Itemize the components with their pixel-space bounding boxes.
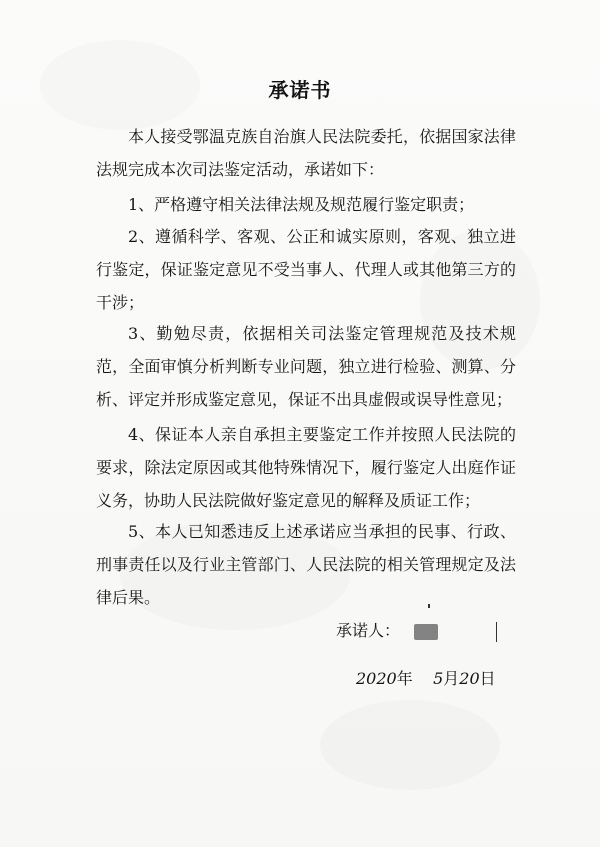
commitment-item: 1、严格遵守相关法律法规及规范履行鉴定职责； <box>128 195 475 214</box>
signatory-label: 承诺人： <box>336 621 401 640</box>
commitment-item: 3、勤勉尽责，依据相关司法鉴定管理规范及技术规范，全面审慎分析判断专业问题，独立进行检验、测算、分析、评定并形成鉴定意见，保证不出具虚假或误导性意见； <box>96 324 516 409</box>
date-year-suffix: 年 <box>396 669 413 688</box>
signature-mark <box>496 622 497 642</box>
date-year: 2020 <box>356 669 397 688</box>
commitment-item: 5、本人已知悉违反上述承诺应当承担的民事、行政、刑事责任以及行业主管部门、人民法院的相关管理规定及法律后果。 <box>96 522 516 607</box>
date-month-suffix: 月 <box>443 669 460 688</box>
intro-paragraph: 本人接受鄂温克族自治旗人民法院委托，依据国家法律法规完成本次司法鉴定活动，承诺如下： <box>96 127 516 179</box>
date-day-suffix: 日 <box>479 669 496 688</box>
commitment-item: 2、遵循科学、客观、公正和诚实原则，客观、独立进行鉴定，保证鉴定意见不受当事人、代理人或其他第三方的干涉； <box>96 227 516 312</box>
signature-date <box>356 666 496 689</box>
signature-mark <box>428 604 430 608</box>
document-title: 承诺书 <box>268 78 332 102</box>
commitment-item: 4、保证本人亲自承担主要鉴定工作并按照人民法院的要求，除法定原因或其他特殊情况下，履行鉴定人出庭作证义务，协助人民法院做好鉴定意见的解释及质证工作； <box>96 425 516 510</box>
date-day: 20 <box>459 669 480 688</box>
date-month: 5 <box>433 669 444 688</box>
redacted-signature <box>414 624 438 640</box>
